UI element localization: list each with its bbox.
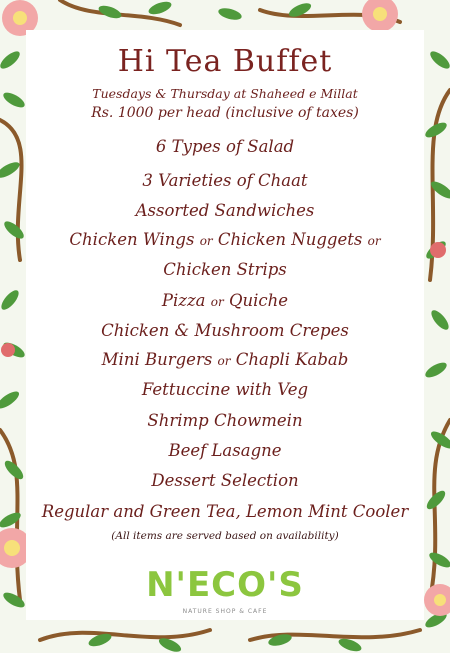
- menu-item: Beef Lasagne: [168, 441, 282, 460]
- menu-item-part: Chapli Kabab: [230, 350, 349, 369]
- or-connector: or: [367, 234, 381, 248]
- or-connector: or: [210, 295, 224, 309]
- menu-item: Shrimp Chowmein: [147, 411, 303, 430]
- logo-tagline: NATURE SHOP & CAFE: [182, 608, 268, 615]
- menu-item: Dessert Selection: [151, 471, 299, 490]
- menu-item: Chicken Strips: [163, 260, 287, 279]
- or-connector: or: [199, 234, 213, 248]
- menu-item-part: Chicken Nuggets: [212, 230, 368, 249]
- menu-item: Regular and Green Tea, Lemon Mint Cooler: [41, 502, 409, 521]
- menu-item: 3 Varieties of Chaat: [142, 171, 308, 190]
- menu-subtitle: Tuesdays & Thursday at Shaheed e Millat: [92, 86, 358, 101]
- menu-item-part: Mini Burgers: [101, 350, 218, 369]
- necos-logo: N'ECO'S: [146, 565, 304, 605]
- menu-price: Rs. 1000 per head (inclusive of taxes): [91, 105, 359, 121]
- menu-item: Fettuccine with Veg: [141, 380, 309, 399]
- or-connector: or: [217, 354, 231, 368]
- menu-title: Hi Tea Buffet: [117, 44, 333, 79]
- menu-item-part: Pizza: [161, 291, 211, 310]
- menu-item: Assorted Sandwiches: [135, 201, 315, 220]
- availability-note: (All items are served based on availability): [111, 530, 339, 542]
- menu-item: [26, 291, 424, 310]
- menu-item: [26, 230, 424, 249]
- menu-item: [26, 350, 424, 369]
- menu-item-part: Quiche: [223, 291, 289, 310]
- menu-item: Chicken & Mushroom Crepes: [101, 321, 349, 340]
- menu-card: [26, 30, 424, 620]
- menu-item-part: Chicken Wings: [69, 230, 200, 249]
- menu-item: 6 Types of Salad: [155, 137, 295, 156]
